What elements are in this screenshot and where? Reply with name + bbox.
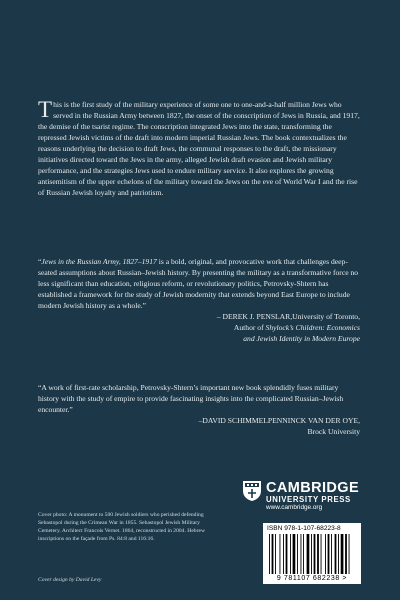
- publisher-press: UNIVERSITY PRESS: [266, 495, 351, 504]
- attribution-prefix: Author of: [233, 323, 266, 332]
- quote-attribution: [38, 311, 360, 344]
- attribution-book-title: Shylock’s Children: Economics: [265, 323, 360, 332]
- barcode-bar: [317, 534, 319, 574]
- barcode-bar: [311, 534, 312, 574]
- cover-photo-credit: Cover photo: A monument to 500 Jewish soldiers who perished defending Sebastopol during the Crimean War in 1855. Sebastopol Jewish Military Cemetery. Architect Francois Vernet. 1864, reconstructed in 2004. Hebrew inscriptions on the façade from Ps. 84:8 and 116:16.: [38, 512, 205, 542]
- description-body: his is the first study of the military experience of some one to one-and-a-half million Jews who served in the Russian Army between 1827, the onset of the conscription of Jews in Russia, and 1917, the demise of the tsarist regime. The conscription integrated Jews into the state, transforming the repressed Jewish victims of the draft into modern imperial Russian Jews. The book contextualizes the reasons underlying the decision to draft Jews, the communal responses to the draft, the missionary initiatives directed toward the Jews in the army, alleged Jewish draft evasion and Jewish military performance, and the strategies Jews used to endure military service. It also explores the growing antisemitism of the upper echelons of the military toward the Jews on the eve of World War I and the rise of Russian Jewish loyalty and patriotism.: [38, 100, 360, 197]
- barcode-bar: [349, 534, 350, 574]
- book-title-in-quote: Jews in the Russian Army, 1827–1917: [41, 257, 157, 266]
- isbn-number: ISBN 978-1-107-68223-8: [267, 525, 341, 532]
- attribution-book-title-cont: and Jewish Identity in Modern Europe: [243, 334, 360, 343]
- barcode-bar: [272, 534, 274, 574]
- barcode-bars: [269, 534, 355, 574]
- barcode-bar: [345, 534, 347, 574]
- barcode-bar: [283, 534, 284, 574]
- barcode-bar: [293, 534, 296, 574]
- book-description: [38, 99, 360, 198]
- barcode-bar: [331, 534, 332, 574]
- barcode-bar: [338, 534, 339, 574]
- barcode-digits: 9 781107 682238 >: [276, 575, 348, 582]
- barcode-bar: [321, 534, 322, 574]
- barcode-bar: [307, 534, 310, 574]
- barcode-bar: [328, 534, 330, 574]
- barcode-bar: [269, 534, 270, 574]
- isbn-barcode: [263, 523, 361, 584]
- attribution-name: – DEREK J. PENSLAR,University of Toronto,: [216, 312, 360, 321]
- barcode-bar: [314, 534, 316, 574]
- attribution-work: [38, 322, 360, 333]
- barcode-bar: [290, 534, 291, 574]
- review-quote-schimmelpenninck: [38, 382, 360, 437]
- quote-text: “A work of first-rate scholarship, Petrovsky-Shtern’s important new book splendidly fuses military history with the study of empire to provide fascinating insights into the complicated Russian–Jewish encounter.”: [38, 383, 344, 414]
- review-quote-penslar: [38, 256, 360, 344]
- cover-design-credit: Cover design by David Levy: [38, 577, 102, 583]
- barcode-bar: [301, 534, 302, 574]
- barcode-bar: [297, 534, 298, 574]
- quote-open-mark: “: [38, 257, 42, 266]
- publisher-url: www.cambridge.org: [266, 504, 323, 511]
- drop-cap: T: [38, 97, 53, 122]
- attribution-work-cont: [38, 333, 360, 344]
- quote-attribution: [38, 415, 360, 437]
- quote-text: is a bold, original, and provocative work that challenges deep-seated assumptions about Russian–Jewish history. By presenting the military as a transformative force no less significant than education, religious reform, or revolutionary politics, Petrovsky-Shtern has established a framework for the study of Jewish modernity that extends beyond East Europe to include modern Jewish history as a whole.”: [38, 257, 359, 310]
- cambridge-shield-icon: [242, 480, 262, 502]
- barcode-bar: [280, 534, 281, 574]
- barcode-bar: [275, 534, 276, 574]
- barcode-bar: [303, 534, 304, 574]
- publisher-name: CAMBRIDGE: [266, 480, 360, 496]
- barcode-bar: [325, 534, 326, 574]
- barcode-bar: [335, 534, 337, 574]
- attribution-affiliation: Brock University: [307, 427, 360, 436]
- attribution-name: –DAVID SCHIMMELPENNINCK VAN DER OYE,: [198, 416, 360, 425]
- barcode-bar: [286, 534, 288, 574]
- barcode-bar: [341, 534, 344, 574]
